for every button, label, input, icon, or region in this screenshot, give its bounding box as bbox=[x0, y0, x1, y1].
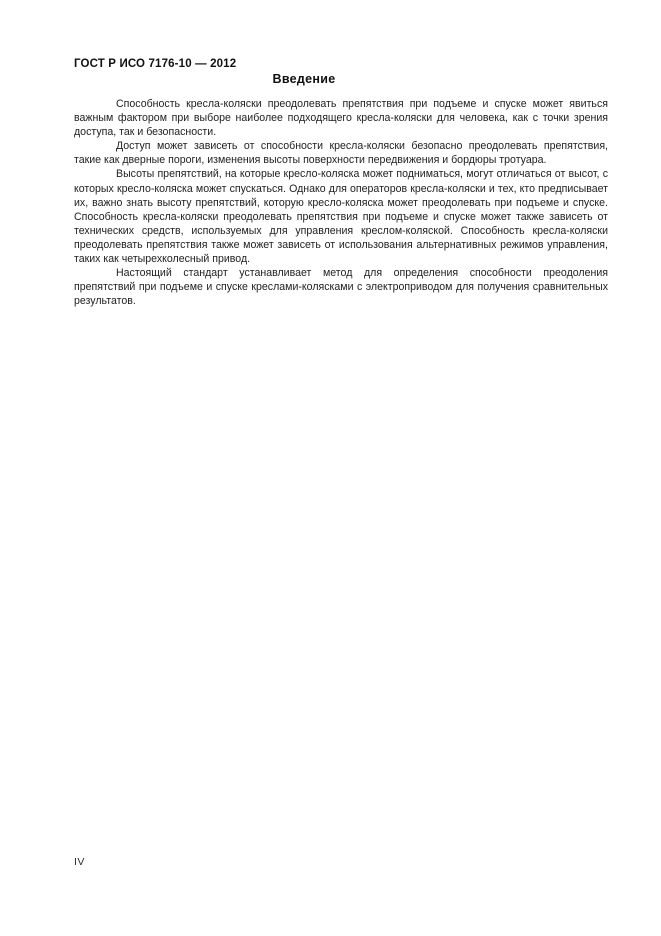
paragraph: Настоящий стандарт устанавливает метод для определения способности преодоления препятствий при подъеме и спуске креслами-колясками с электроприводом для получения сравнительных результатов. bbox=[74, 267, 608, 308]
page-number: IV bbox=[74, 856, 85, 868]
paragraph: Высоты препятствий, на которые кресло-коляска может подниматься, могут отличаться от высот, с которых кресло-коляска может спускаться. Однако для операторов кресла-коляски и тех, кто предписывает их, важно знать высоту препятствий, которую кресло-коляска может преодолевать при подъеме и спуске. Способность кресла-коляски преодолевать препятствия при подъеме и спуске может также зависеть от технических средств, используемых для управления креслом-коляской. Способность кресла-коляски преодолевать препятствия также может зависеть от использования альтернативных режимов управления, таких как четырехколесный привод. bbox=[74, 168, 608, 266]
standard-number: ГОСТ Р ИСО 7176-10 — 2012 bbox=[74, 58, 237, 70]
paragraph: Доступ может зависеть от способности кресла-коляски безопасно преодолевать препятствия, такие как дверные пороги, изменения высоты поверхности передвижения и бордюры тротуара. bbox=[74, 140, 608, 167]
page-title: Введение bbox=[272, 72, 336, 86]
paragraph: Способность кресла-коляски преодолевать препятствия при подъеме и спуске может явиться важным фактором при выборе наиболее подходящего кресла-коляски для человека, как с точки зрения доступа, так и безопасности. bbox=[74, 98, 608, 139]
body-text bbox=[74, 97, 608, 308]
